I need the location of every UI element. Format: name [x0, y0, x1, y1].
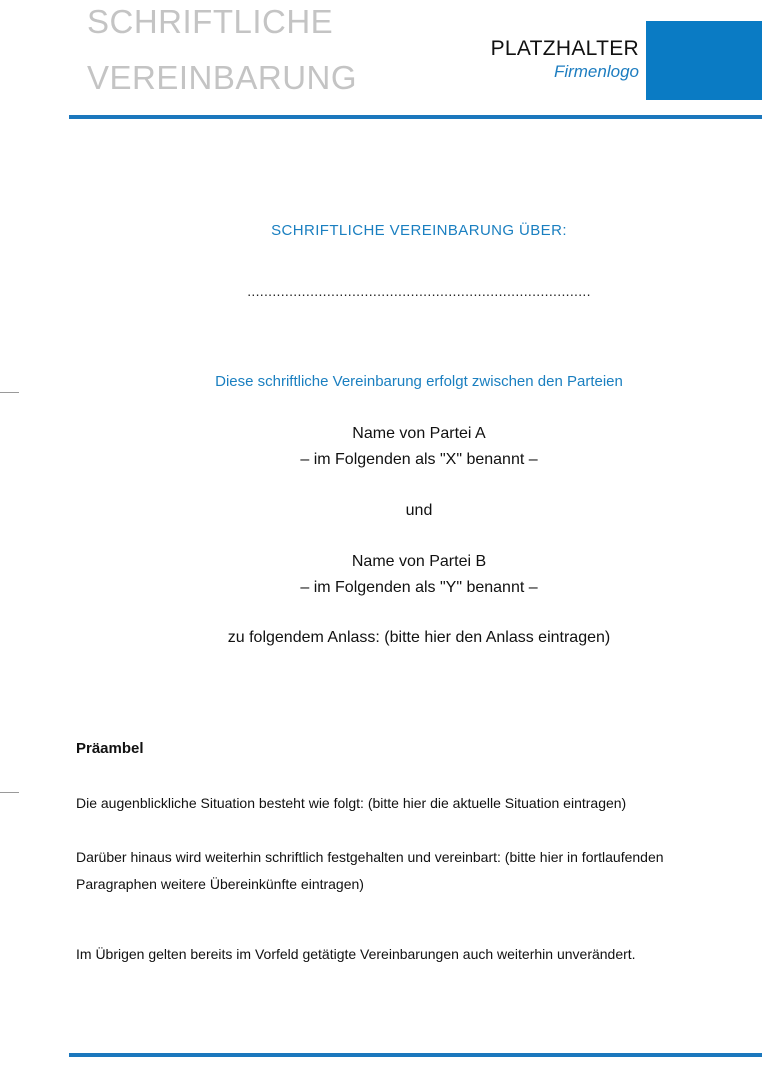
header-title-line-2: VEREINBARUNG [87, 59, 358, 96]
preamble-title: Präambel [76, 740, 144, 757]
fold-mark [0, 392, 19, 393]
preamble-situation: Die augenblickliche Situation besteht wie folgt: (bitte hier die aktuelle Situation eintragen) [76, 795, 627, 811]
subject-placeholder-line: .................................................................................. [247, 283, 591, 299]
party-b-block [69, 549, 769, 601]
party-b-alias: – im Folgenden als "Y" benannt – [300, 579, 538, 596]
party-a-name: Name von Partei A [352, 425, 486, 442]
punch-mark [0, 792, 19, 793]
document-heading: SCHRIFTLICHE VEREINBARUNG ÜBER: [271, 222, 567, 239]
logo-sub-text: Firmenlogo [553, 62, 639, 81]
footer-divider [69, 1053, 762, 1057]
party-a-alias: – im Folgenden als "X" benannt – [300, 451, 538, 468]
party-b-name: Name von Partei B [351, 553, 487, 570]
parties-intro: Diese schriftliche Vereinbarung erfolgt zwischen den Parteien [215, 373, 623, 390]
company-logo-placeholder [491, 36, 639, 82]
logo-box [646, 21, 762, 100]
header-title [87, 0, 358, 96]
preamble-further: Darüber hinaus wird weiterhin schriftlich festgehalten und vereinbart: (bitte hier in fortlaufenden Paragraphen weitere Übereinkünfte eintragen) [76, 849, 664, 892]
logo-main-text: PLATZHALTER [490, 37, 639, 60]
closing-paragraph: Im Übrigen gelten bereits im Vorfeld getätigte Vereinbarungen auch weiterhin unverändert. [76, 946, 636, 962]
conjunction-text: und [405, 502, 433, 519]
header-divider [69, 115, 762, 119]
header-title-line-1: SCHRIFTLICHE [87, 3, 334, 40]
occasion-text: zu folgendem Anlass: (bitte hier den Anlass eintragen) [227, 629, 611, 646]
party-a-block [69, 421, 769, 473]
